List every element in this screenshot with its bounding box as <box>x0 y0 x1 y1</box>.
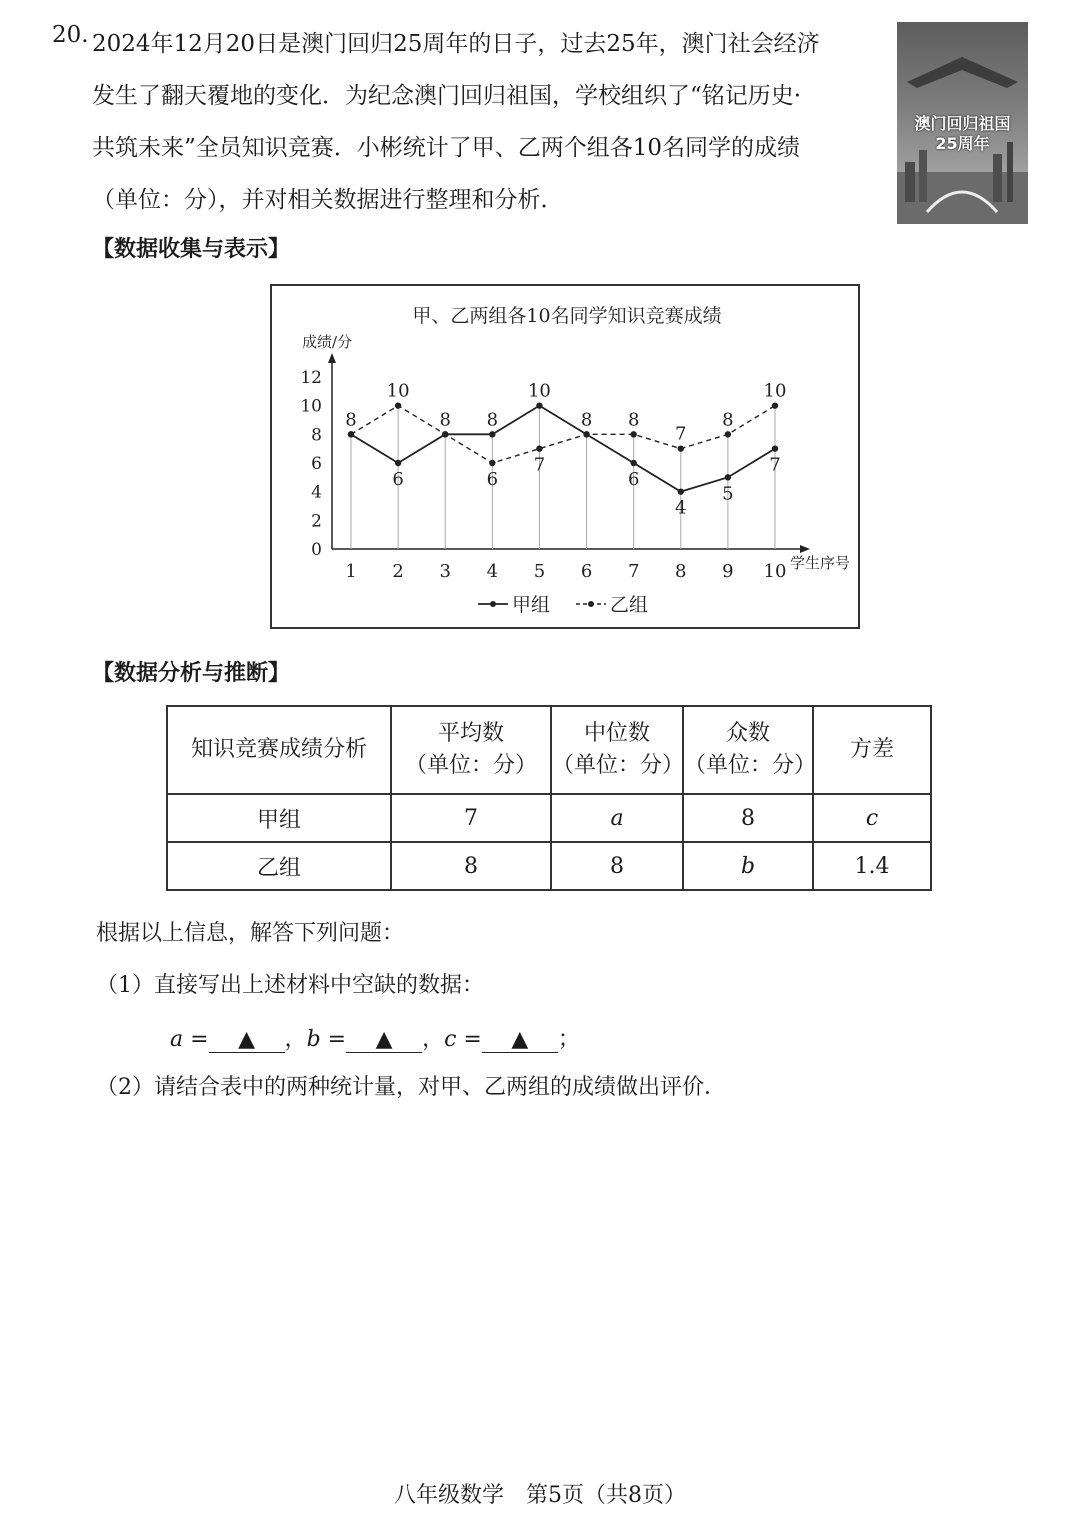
y-tick-label: 6 <box>311 454 322 474</box>
legend-label-yi: 乙组 <box>610 594 649 616</box>
separator: ， <box>284 1027 307 1052</box>
series-line-jia <box>351 406 775 492</box>
header-cell: 平均数 （单位：分） <box>391 706 551 794</box>
b-label: b = <box>306 1027 347 1052</box>
q2-text: （2）请结合表中的两种统计量，对甲、乙两组的成绩做出评价． <box>96 1075 726 1100</box>
x-axis-label: 学生序号 <box>790 554 851 572</box>
header-cell: 方差 <box>813 706 931 794</box>
data-label: 7 <box>769 454 781 476</box>
data-label: 4 <box>675 497 687 519</box>
y-tick-label: 10 <box>300 396 322 417</box>
question-text <box>92 18 872 226</box>
blank-mark: ▲ <box>375 1027 393 1052</box>
data-label: 8 <box>580 409 593 431</box>
data-point-yi <box>348 431 354 437</box>
legend-marker-jia <box>490 601 496 607</box>
data-point-yi <box>630 431 636 437</box>
table-cell: 甲组 <box>167 794 391 842</box>
x-axis-arrow <box>800 545 810 553</box>
data-point-yi <box>489 460 495 466</box>
legend-label-jia: 甲组 <box>512 594 551 616</box>
data-point-jia <box>772 445 778 451</box>
x-tick-label: 2 <box>392 561 404 582</box>
photo-caption-line-2: 25周年 <box>935 134 990 153</box>
x-tick-label: 10 <box>763 561 787 582</box>
data-point-yi <box>725 431 731 437</box>
a-label: a = <box>170 1027 209 1052</box>
table-row <box>167 842 931 890</box>
data-point-yi <box>772 402 778 408</box>
data-label: 10 <box>763 380 787 402</box>
data-label: 10 <box>527 380 551 402</box>
question-line-3: 共筑未来”全员知识竞赛．小彬统计了甲、乙两个组各10名同学的成绩 <box>92 135 801 161</box>
table-header-row <box>167 706 931 794</box>
terminator: ； <box>557 1027 580 1052</box>
table-row <box>167 794 931 842</box>
data-label: 7 <box>675 423 687 445</box>
macau-25th-anniversary-photo <box>897 22 1028 224</box>
table-cell: c <box>813 794 931 842</box>
table-cell: 8 <box>683 794 813 842</box>
y-tick-label: 8 <box>311 425 322 446</box>
question-line-4: （单位：分），并对相关数据进行整理和分析． <box>92 187 564 213</box>
data-point-yi <box>536 445 542 451</box>
x-tick-label: 9 <box>722 561 734 582</box>
data-point-jia <box>395 460 401 466</box>
data-label: 10 <box>386 380 410 402</box>
x-tick-label: 5 <box>533 561 546 582</box>
data-point-yi <box>442 431 448 437</box>
data-label: 8 <box>439 409 451 431</box>
data-label: 8 <box>722 409 734 431</box>
statistics-table <box>166 705 932 891</box>
table-cell: 乙组 <box>167 842 391 890</box>
photo-caption-line-1: 澳门回归祖国 <box>914 114 1011 133</box>
chart-svg <box>272 286 862 631</box>
data-label: 5 <box>722 483 734 505</box>
x-tick-label: 8 <box>675 561 687 582</box>
blank-mark: ▲ <box>238 1027 255 1052</box>
x-tick-label: 3 <box>439 561 451 582</box>
prompt-text: 根据以上信息，解答下列问题： <box>96 921 405 946</box>
y-tick-label: 12 <box>300 368 322 388</box>
series-line-yi <box>351 406 775 463</box>
header-cell: 知识竞赛成绩分析 <box>167 706 391 794</box>
table-cell: 8 <box>391 842 551 890</box>
x-tick-label: 7 <box>627 561 640 582</box>
data-point-jia <box>489 431 495 437</box>
table-cell: 7 <box>391 794 551 842</box>
data-point-jia <box>725 474 731 480</box>
data-label: 6 <box>392 469 404 490</box>
blank-mark: ▲ <box>511 1027 529 1052</box>
data-label: 8 <box>627 409 640 431</box>
data-point-yi <box>395 402 401 408</box>
y-axis-arrow <box>328 353 336 363</box>
line-chart <box>270 284 860 629</box>
q1-text: （1）直接写出上述材料中空缺的数据： <box>96 973 484 998</box>
section-data-collection: 【数据收集与表示】 <box>92 237 291 262</box>
question-line-2: 发生了翻天覆地的变化．为纪念澳门回归祖国，学校组织了“铭记历史· <box>92 83 802 109</box>
question-number: 20. <box>52 22 89 48</box>
separator: ， <box>422 1027 445 1052</box>
table-cell: 1.4 <box>813 842 931 890</box>
data-label: 7 <box>533 454 546 476</box>
q1-blanks <box>170 1022 580 1053</box>
table-cell: b <box>683 842 813 890</box>
data-point-jia <box>630 460 636 466</box>
x-tick-label: 1 <box>345 561 357 582</box>
page-footer: 八年级数学 第5页（共8页） <box>394 1483 686 1508</box>
y-tick-label: 4 <box>311 482 322 503</box>
y-tick-label: 0 <box>311 540 322 560</box>
data-label: 6 <box>627 469 640 490</box>
data-point-yi <box>678 445 684 451</box>
data-label: 8 <box>345 409 357 431</box>
table-cell: 8 <box>551 842 683 890</box>
header-cell: 中位数 （单位：分） <box>551 706 683 794</box>
y-tick-label: 2 <box>311 511 322 532</box>
data-label: 8 <box>486 409 499 431</box>
answer-blank-b[interactable] <box>346 1027 422 1053</box>
y-axis-label: 成绩/分 <box>302 333 353 351</box>
table-cell: a <box>551 794 683 842</box>
chart-title: 甲、乙两组各10名同学知识竞赛成绩 <box>412 305 722 327</box>
x-tick-label: 6 <box>580 561 593 582</box>
data-point-jia <box>678 488 684 494</box>
data-point-yi <box>583 431 589 437</box>
answer-blank-c[interactable] <box>482 1027 558 1053</box>
data-point-jia <box>536 402 542 408</box>
section-data-analysis: 【数据分析与推断】 <box>92 661 291 686</box>
x-tick-label: 4 <box>486 561 499 582</box>
question-line-1: 2024年12月20日是澳门回归25周年的日子，过去25年，澳门社会经济 <box>92 31 820 57</box>
header-cell: 众数 （单位：分） <box>683 706 813 794</box>
legend-marker-yi <box>588 601 594 607</box>
c-label: c = <box>444 1027 482 1052</box>
data-label: 6 <box>486 469 499 490</box>
answer-blank-a[interactable] <box>209 1027 285 1053</box>
